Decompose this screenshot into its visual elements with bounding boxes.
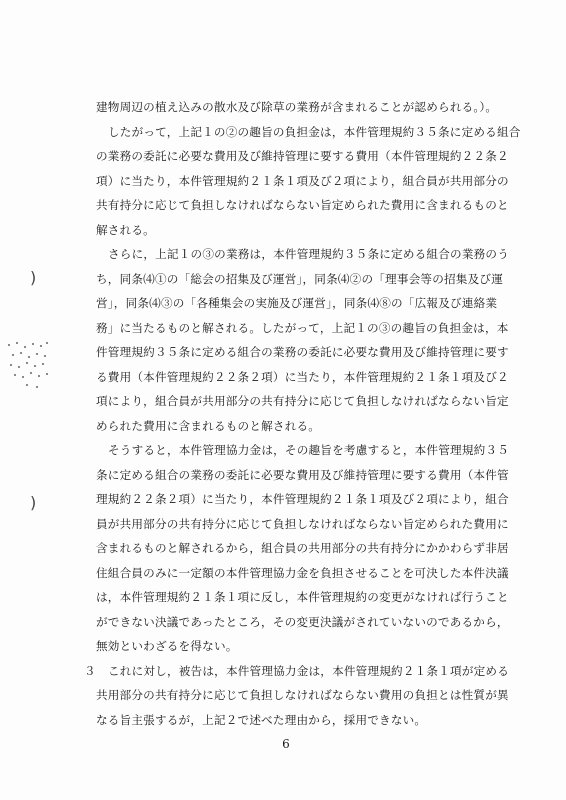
noise-dot	[20, 352, 22, 354]
text-line-content: ち，同条⑷①の「総会の招集及び運営」，同条⑷②の「理事会等の招集及び運	[96, 271, 503, 286]
noise-dot	[46, 342, 48, 344]
text-line-content: 解される。	[96, 222, 155, 237]
text-line	[96, 120, 521, 145]
text-line	[96, 610, 516, 635]
text-line	[96, 708, 516, 733]
text-line-content: 営」，同条⑷③の「各種集会の実施及び運営」，同条⑷⑧の「広報及び連絡業	[96, 296, 498, 310]
text-line	[96, 536, 516, 561]
body-text	[84, 95, 521, 732]
noise-dot	[12, 354, 14, 356]
text-line	[96, 291, 516, 316]
noise-dot	[8, 344, 10, 346]
text-line-content: 条に定める組合の業務の委託に必要な費用及び維持管理に要する費用（本件管	[96, 467, 509, 482]
text-line-content: したがって，上記１の②の趣旨の負担金は，本件管理規約３５条に定める組合	[108, 124, 521, 139]
text-line-content: 件管理規約３５条に定める組合の業務の委託に必要な費用及び維持管理に要す	[96, 345, 509, 359]
text-line-content: 共有持分に応じて負担しなければならない旨定められた費用に含まれるものと	[96, 198, 509, 212]
text-line	[96, 267, 516, 292]
noise-dot	[16, 342, 18, 344]
text-line	[96, 169, 516, 194]
scan-noise	[6, 340, 50, 390]
noise-dot	[10, 364, 12, 366]
text-line-content: 住組合員のみに一定額の本件管理協力金を負担させることを可決した本件決議	[96, 565, 509, 580]
noise-dot	[28, 356, 30, 358]
noise-dot	[42, 363, 44, 365]
text-line-content: 理規約２２条２項）に当たり，本件管理規約２１条１項及び２項により，組合	[96, 492, 509, 506]
text-line-content: 共用部分の共有持分に応じて負担しなければならない費用の負担とは性質が異	[96, 688, 509, 702]
noise-dot	[14, 374, 16, 376]
text-line-content: これに対し，被告は，本件管理協力金は，本件管理規約２１条１項が定める	[108, 663, 509, 678]
text-line-content: の業務の委託に必要な費用及び維持管理に要する費用（本件管理規約２２条２	[96, 149, 509, 163]
noise-dot	[22, 376, 24, 378]
text-line	[96, 634, 516, 659]
noise-dot	[26, 362, 28, 364]
text-line	[96, 218, 516, 243]
noise-dot	[38, 375, 40, 377]
noise-dot	[46, 373, 48, 375]
noise-dot	[40, 345, 42, 347]
text-line	[96, 316, 516, 341]
text-line	[96, 561, 516, 586]
text-line-content: められた費用に含まれるものと解される。	[96, 418, 321, 433]
text-line-content: 員が共用部分の共有持分に応じて負担しなければならない旨定められた費用に	[96, 516, 509, 531]
noise-dot	[30, 372, 32, 374]
item-number: ３	[84, 663, 96, 678]
text-line-content: なる旨主張するが，上記２で述べた理由から，採用できない。	[96, 712, 427, 727]
noise-dot	[36, 353, 38, 355]
text-line	[96, 487, 516, 512]
page-number: 6	[282, 737, 290, 751]
text-line-content: る費用（本件管理規約２２条２項）に当たり，本件管理規約２１条１項及び２	[96, 369, 509, 384]
text-line	[96, 463, 516, 488]
text-line	[96, 340, 516, 365]
noise-dot	[34, 365, 36, 367]
text-line-content: 建物周辺の植え込みの散水及び除草の業務が含まれることが認められる。）。	[96, 100, 498, 114]
text-line	[96, 683, 516, 708]
text-line	[96, 438, 516, 463]
text-line-content: さらに，上記１の③の業務は，本件管理規約３５条に定める組合の業務のう	[108, 247, 509, 261]
text-line	[96, 414, 516, 439]
noise-dot	[24, 346, 26, 348]
text-line	[96, 95, 516, 120]
text-line-content: 務」に当たるものと解される。したがって，上記１の③の趣旨の負担金は，本	[96, 320, 509, 335]
noise-dot	[18, 366, 20, 368]
text-line	[96, 144, 516, 169]
text-line	[84, 659, 516, 684]
text-line	[96, 585, 516, 610]
text-line-content: そうすると，本件管理協力金は，その趣旨を考慮すると，本件管理規約３５	[108, 443, 509, 457]
text-line	[96, 389, 516, 414]
text-line-content: は，本件管理規約２１条１項に反し，本件管理規約の変更がなければ行うこと	[96, 590, 509, 604]
text-line	[96, 365, 516, 390]
noise-dot	[32, 343, 34, 345]
text-line	[96, 512, 516, 537]
text-line	[96, 242, 516, 267]
noise-dot	[36, 386, 38, 388]
binding-hole-mark: )	[30, 493, 37, 512]
text-line-content: ができない決議であったところ，その変更決議がされていないのであるから，	[96, 614, 509, 629]
text-line-content: 含まれるものと解されるから，組合員の共用部分の共有持分にかかわらず非居	[96, 541, 509, 555]
text-line-content: 無効といわざるを得ない。	[96, 639, 238, 653]
noise-dot	[26, 384, 28, 386]
binding-hole-mark: )	[30, 268, 37, 287]
noise-dot	[44, 355, 46, 357]
text-line-content: 項により，組合員が共用部分の共有持分に応じて負担しなければならない旨定	[96, 394, 509, 408]
text-line-content: 項）に当たり，本件管理規約２１条１項及び２項により，組合員が共用部分の	[96, 173, 509, 188]
text-line	[96, 193, 516, 218]
